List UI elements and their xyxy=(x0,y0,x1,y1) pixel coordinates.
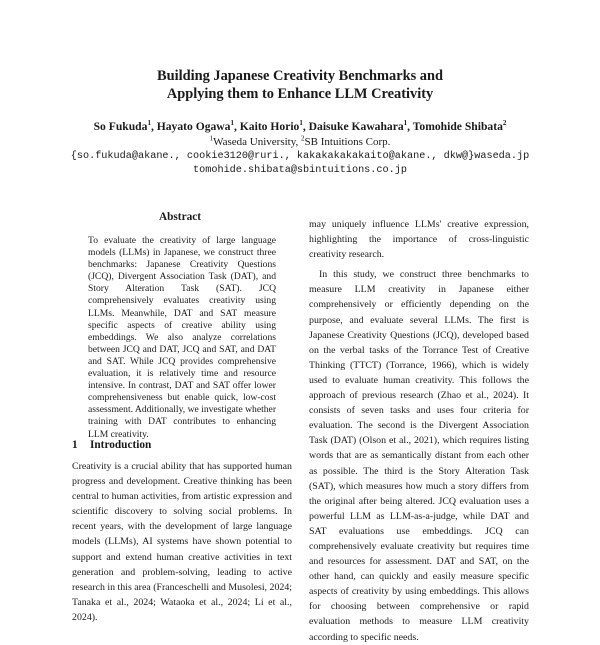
affiliations: $^1$Waseda University, $^2$SB Intuitions Corp. xyxy=(209,134,391,148)
affiliation-name: Waseda University xyxy=(213,136,296,148)
author-mark: 2 xyxy=(502,119,507,128)
section-number: 1 xyxy=(72,439,78,451)
affiliation-mark: 1 xyxy=(209,134,214,143)
author-emails-line-2: tomohide.shibata@sbintuitions.co.jp xyxy=(193,165,407,176)
author-mark: 1 xyxy=(147,119,151,128)
title-line-1: Building Japanese Creativity Benchmarks and xyxy=(157,68,443,84)
paper-title xyxy=(60,67,540,103)
author-name: Kaito Horio xyxy=(239,120,300,133)
affiliation-name: SB Intuitions Corp. xyxy=(304,136,391,148)
right-paragraph-1: may uniquely influence LLMs' creative expression, highlighting the importance of cross-linguistic creativity research. xyxy=(309,219,529,261)
author-name: Hayato Ogawa xyxy=(156,120,231,133)
right-column xyxy=(309,217,529,645)
affiliation-mark: 2 xyxy=(301,134,305,143)
section-title: Introduction xyxy=(90,439,152,451)
author-list: So Fukuda$^1$, Hayato Ogawa$^1$, Kaito Horio$^1$, Daisuke Kawahara$^1$, Tomohide Shibata$^2$ xyxy=(93,119,507,133)
section-heading-introduction xyxy=(72,438,151,452)
introduction-text: Creativity is a crucial ability that has supported human progress and development. Creative thinking has been central to human activities, from artistic expression and scientific discovery to solving social problems. In recent years, with the development of large language models (LLMs), AI systems have shown potential to support and extend human creative activities in text generation and problem-solving, leading to active research in this area (Franceschelli and Musolesi, 2024; Tanaka et al., 2024; Wataoka et al., 2024; Li et al., 2024). xyxy=(72,461,292,623)
right-paragraph-2: In this study, we construct three benchmarks to measure LLM creativity in Japanese either comprehensively or efficiently depending on the purpose, and evaluate several LLMs. The first is Japanese Creativity Questions (JCQ), developed based on the verbal tasks of the Torrance Test of Creative Thinking (TTCT) (Torrance, 1966), which is widely used to evaluate human creativity. This follows the approach of previous research (Zhao et al., 2024). It consists of seven tasks and uses four criteria for evaluation. The second is the Divergent Association Task (DAT) (Olson et al., 2021), which requires listing words that are as semantically distant from each other as possible. The third is the Story Alteration Task (SAT), which measures how much a story differs from the original after being altered. JCQ evaluation uses a powerful LLM as LLM-as-a-judge, while DAT and SAT evaluations use embeddings. JCQ can comprehensively evaluate creativity but requires time and resources for assessment. DAT and SAT, on the other hand, can quickly and easily measure specific aspects of creativity by using embeddings. This allows for choosing between comprehensive or rapid evaluation methods to measure LLM creativity according to specific needs. xyxy=(309,269,529,643)
abstract-text: To evaluate the creativity of large language models (LLMs) in Japanese, we construct three benchmarks: Japanese Creativity Questions (JCQ), Divergent Association Task (DAT), and Story Alteration Task (SAT). JCQ comprehensively evaluates creativity using LLMs. Meanwhile, DAT and SAT measure specific aspects of creative ability using embeddings. We also analyze correlations between JCQ and DAT, JCQ and SAT, and DAT and SAT. While JCQ provides comprehensive evaluation, it is relatively time and resource intensive. In contrast, DAT and SAT offer lower comprehensiveness but enable quick, low-cost assessment. Additionally, we investigate whether training with DAT contributes to enhancing LLM creativity. xyxy=(88,235,277,440)
title-line-2: Applying them to Enhance LLM Creativity xyxy=(166,86,434,102)
author-name: Tomohide Shibata xyxy=(412,120,503,133)
author-mark: 1 xyxy=(403,119,408,128)
author-emails-line-1: {so.fukuda@akane., cookie3120@ruri., kakakakakakaito@akane., dkw@}waseda.jp xyxy=(70,151,530,162)
abstract-heading: Abstract xyxy=(158,211,202,223)
author-name: So Fukuda xyxy=(93,120,148,133)
author-mark: 1 xyxy=(299,119,303,128)
author-mark: 1 xyxy=(230,119,234,128)
author-name: Daisuke Kawahara xyxy=(308,120,404,133)
